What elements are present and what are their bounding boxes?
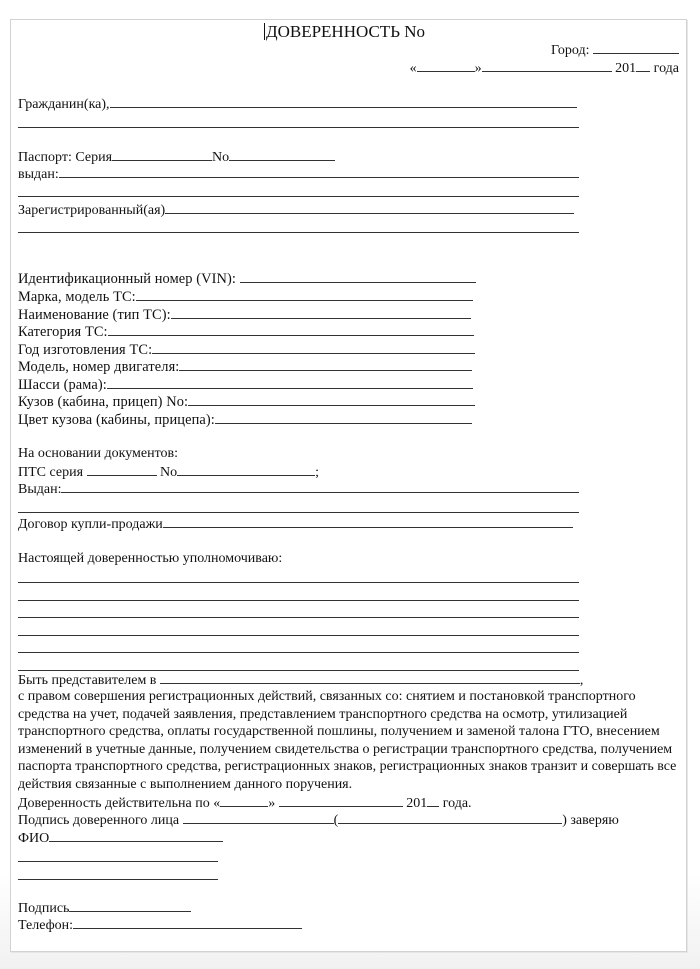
representative-line: Быть представителем в ,	[18, 673, 584, 688]
make-model-field[interactable]	[136, 289, 473, 301]
passport-number-field[interactable]	[229, 149, 335, 161]
authorized-person-field-5[interactable]	[18, 652, 579, 653]
registered-address-field[interactable]	[165, 202, 574, 214]
basis-heading: На основании документов:	[18, 446, 179, 461]
engine-line: Модель, номер двигателя:	[18, 359, 472, 375]
fio-field-3[interactable]	[18, 879, 218, 880]
vehicle-type-line: Наименование (тип ТС):	[18, 307, 471, 323]
registered-line: Зарегистрированный(ая)	[18, 202, 574, 218]
date-year-field[interactable]	[636, 60, 650, 72]
body-field[interactable]	[188, 394, 475, 406]
date-day-field[interactable]	[417, 60, 475, 72]
authorized-person-field-1[interactable]	[18, 582, 579, 583]
fio-field-2[interactable]	[18, 861, 218, 862]
passport-issued-field-2[interactable]	[18, 196, 579, 197]
signature-line: Подпись	[18, 900, 191, 916]
year-line: Год изготовления ТС:	[18, 342, 475, 358]
engine-field[interactable]	[179, 359, 472, 371]
body-line: Кузов (кабина, прицеп) No:	[18, 394, 475, 410]
pts-series-field[interactable]	[87, 464, 157, 476]
passport-line: Паспорт: Серия No	[18, 149, 335, 165]
category-line: Категория ТС:	[18, 324, 474, 340]
citizen-line: Гражданин(ка),	[18, 96, 577, 112]
contract-line: Договор купли-продажи	[18, 516, 573, 532]
fio-line: ФИО	[18, 830, 223, 846]
make-model-line: Марка, модель ТС:	[18, 289, 473, 305]
representative-field[interactable]	[160, 672, 580, 684]
pts-issued-field-2[interactable]	[18, 512, 579, 513]
powers-paragraph: с правом совершения регистрационных действий, связанных со: снятием и постановкой транспортного средства на учет, подачей заявления, представлением транспортного средства на осмотр, утилизацией транспортного средства, оплаты государственной пошлины, получением и заменой талона ГТО, внесением изменений в учетные данные, получением свидетельства о регистрации транспортного средства, получением паспорта транспортного средства, регистрационных знаков, регистрационных знаков транзит и совершать все действия связанные с выполнением данного поручения.	[18, 689, 677, 792]
registered-address-field-2[interactable]	[18, 232, 579, 233]
contract-field[interactable]	[163, 516, 573, 528]
pts-issued-line: Выдан:	[18, 481, 579, 497]
authorized-person-field-6[interactable]	[18, 670, 579, 671]
passport-issued-field[interactable]	[59, 166, 579, 178]
color-field[interactable]	[215, 412, 472, 424]
vin-field[interactable]	[240, 271, 476, 283]
date-line: « » 201 года	[409, 61, 679, 76]
phone-line: Телефон:	[18, 917, 302, 933]
authorized-person-field-4[interactable]	[18, 635, 579, 636]
document-title: ДОВЕРЕННОСТЬ No	[266, 22, 425, 41]
city-field[interactable]	[593, 42, 679, 54]
chassis-field[interactable]	[107, 377, 473, 389]
authorization-heading: Настоящей доверенностью уполномочиваю:	[18, 551, 283, 566]
document-page	[10, 19, 687, 952]
valid-until-month-field[interactable]	[279, 795, 403, 807]
valid-until-line: Доверенность действительна по « » 201 года.	[18, 796, 472, 811]
category-field[interactable]	[108, 324, 474, 336]
pts-issued-field[interactable]	[61, 481, 579, 493]
pts-number-field[interactable]	[177, 464, 315, 476]
vin-line: Идентификационный номер (VIN):	[18, 271, 476, 287]
passport-series-field[interactable]	[112, 149, 212, 161]
color-line: Цвет кузова (кабины, прицепа):	[18, 412, 472, 428]
authorized-person-field-3[interactable]	[18, 617, 579, 618]
authorized-person-field-2[interactable]	[18, 600, 579, 601]
signature-field[interactable]	[69, 900, 191, 912]
valid-until-day-field[interactable]	[220, 795, 268, 807]
trustee-name-field[interactable]	[338, 812, 562, 824]
valid-until-year-field[interactable]	[427, 795, 439, 807]
pts-line: ПТС серия No ;	[18, 465, 320, 480]
date-month-field[interactable]	[482, 60, 612, 72]
trustee-signature-field[interactable]	[183, 812, 334, 824]
vehicle-type-field[interactable]	[171, 307, 471, 319]
trustee-signature-line: Подпись доверенного лица ( ) заверяю	[18, 813, 619, 828]
citizen-name-field[interactable]	[110, 96, 577, 108]
chassis-line: Шасси (рама):	[18, 377, 473, 393]
text-cursor	[264, 23, 265, 40]
passport-issued-line: выдан:	[18, 166, 579, 182]
phone-field[interactable]	[73, 917, 302, 929]
city-line	[551, 42, 679, 59]
city-label: Город:	[551, 43, 590, 58]
fio-field[interactable]	[49, 830, 223, 842]
year-field[interactable]	[152, 342, 475, 354]
citizen-name-field-2[interactable]	[18, 127, 579, 128]
